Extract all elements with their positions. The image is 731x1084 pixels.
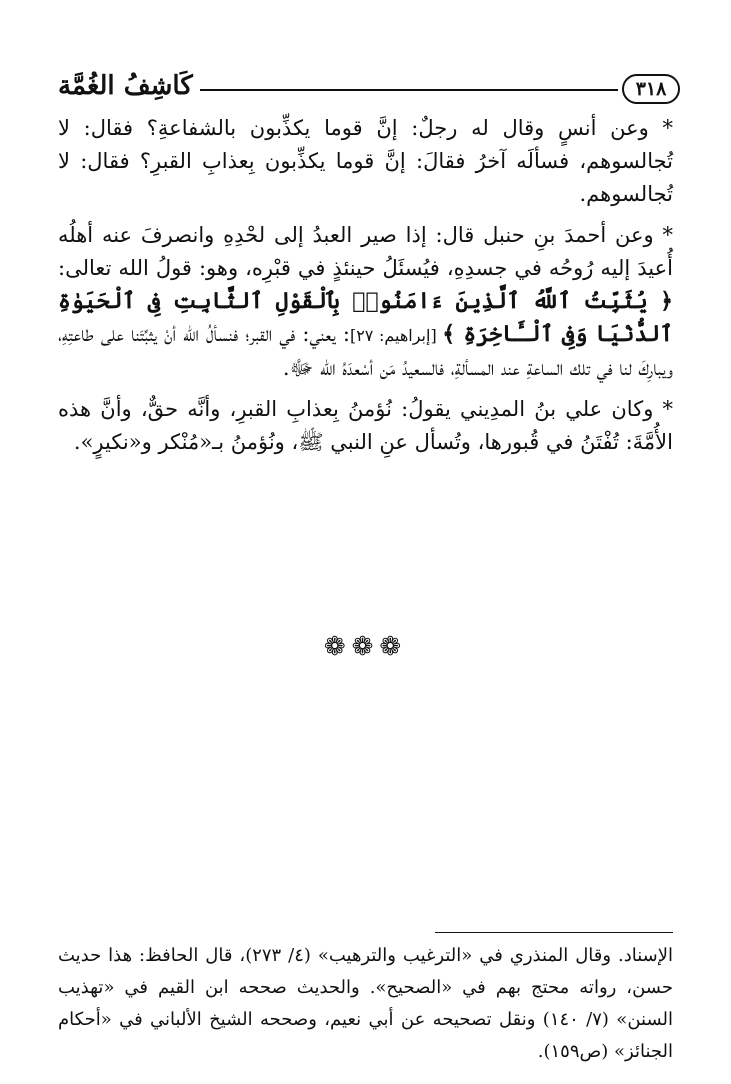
- book-title: كَاشِفُ الغُمَّة: [58, 71, 193, 101]
- quran-verse: ﴿ يُثَبِّتُ ٱللَّهُ ٱلَّذِينَ ءَامَنُوا۟ بِٱلْقَوْلِ ٱلثَّابِتِ فِى ٱلْحَيَوٰةِ ٱلدُّنْيَا وَفِى ٱلْـَٔاخِرَةِ ﴾: [58, 288, 674, 347]
- paragraph-text: : يعني: في القبر؛ فنسألُ الله أنْ يثبِّتَنا على طاعتِهِ، ويبارِكَ لنا في تلك الساعةِ عند المسألةِ، فالسعيدُ مَن أسْعدَهُ الله ﷻ.: [58, 322, 673, 380]
- main-text: [58, 112, 673, 467]
- section-ornament: ❁❁❁: [323, 632, 408, 662]
- running-header: [58, 68, 680, 108]
- paragraph-text: * وعن أحمدَ بنِ حنبل قال: إذا صير العبدُ إلى لحْدِهِ وانصرفَ عنه أهلُه أُعيدَ إليه رُوحُه في جسدِهِ، فيُسئَلُ حينئذٍ في قبْرِه، وهو: قولُ الله تعالى:: [58, 223, 673, 280]
- paragraph-ahmad: [58, 219, 673, 385]
- verse-reference: [إبراهيم: ٢٧]: [349, 326, 443, 345]
- paragraph-anas: * وعن أنسٍ وقال له رجلٌ: إنَّ قوما يكذِّبون بالشفاعةِ؟ فقال: لا تُجالسوهم، فسألَه آخرُ فقالَ: إنَّ قوما يكذِّبون بِعذابِ القبرِ؟ فقال: لا تُجالسوهم.: [58, 116, 673, 206]
- header-rule: [200, 89, 618, 91]
- paragraph-ali-madini: * وكان علي بنُ المدِيني يقولُ: نُؤمنُ بِعذابِ القبرِ، وأنَّه حقٌّ، وأنَّ هذه الأُمَّةَ: تُفْتَنُ في قُبورها، وتُسأل عنِ النبي ﷺ، ونُؤمنُ بـ«مُنْكر و«نكيرٍ».: [58, 397, 673, 454]
- page-number: ٣١٨: [622, 74, 680, 104]
- footnote: الإسناد. وقال المنذري في «الترغيب والترهيب» (٤/ ٢٧٣)، قال الحافظ: هذا حديث حسن، رواته محتج بهم في «الصحيح». والحديث صححه ابن القيم في «تهذيب السنن» (٧/ ١٤٠) ونقل تصحيحه عن أبي نعيم، وصححه الشيخ الألباني في «أحكام الجنائز» (ص١٥٩).: [58, 945, 673, 1062]
- footnote-divider: [435, 932, 673, 933]
